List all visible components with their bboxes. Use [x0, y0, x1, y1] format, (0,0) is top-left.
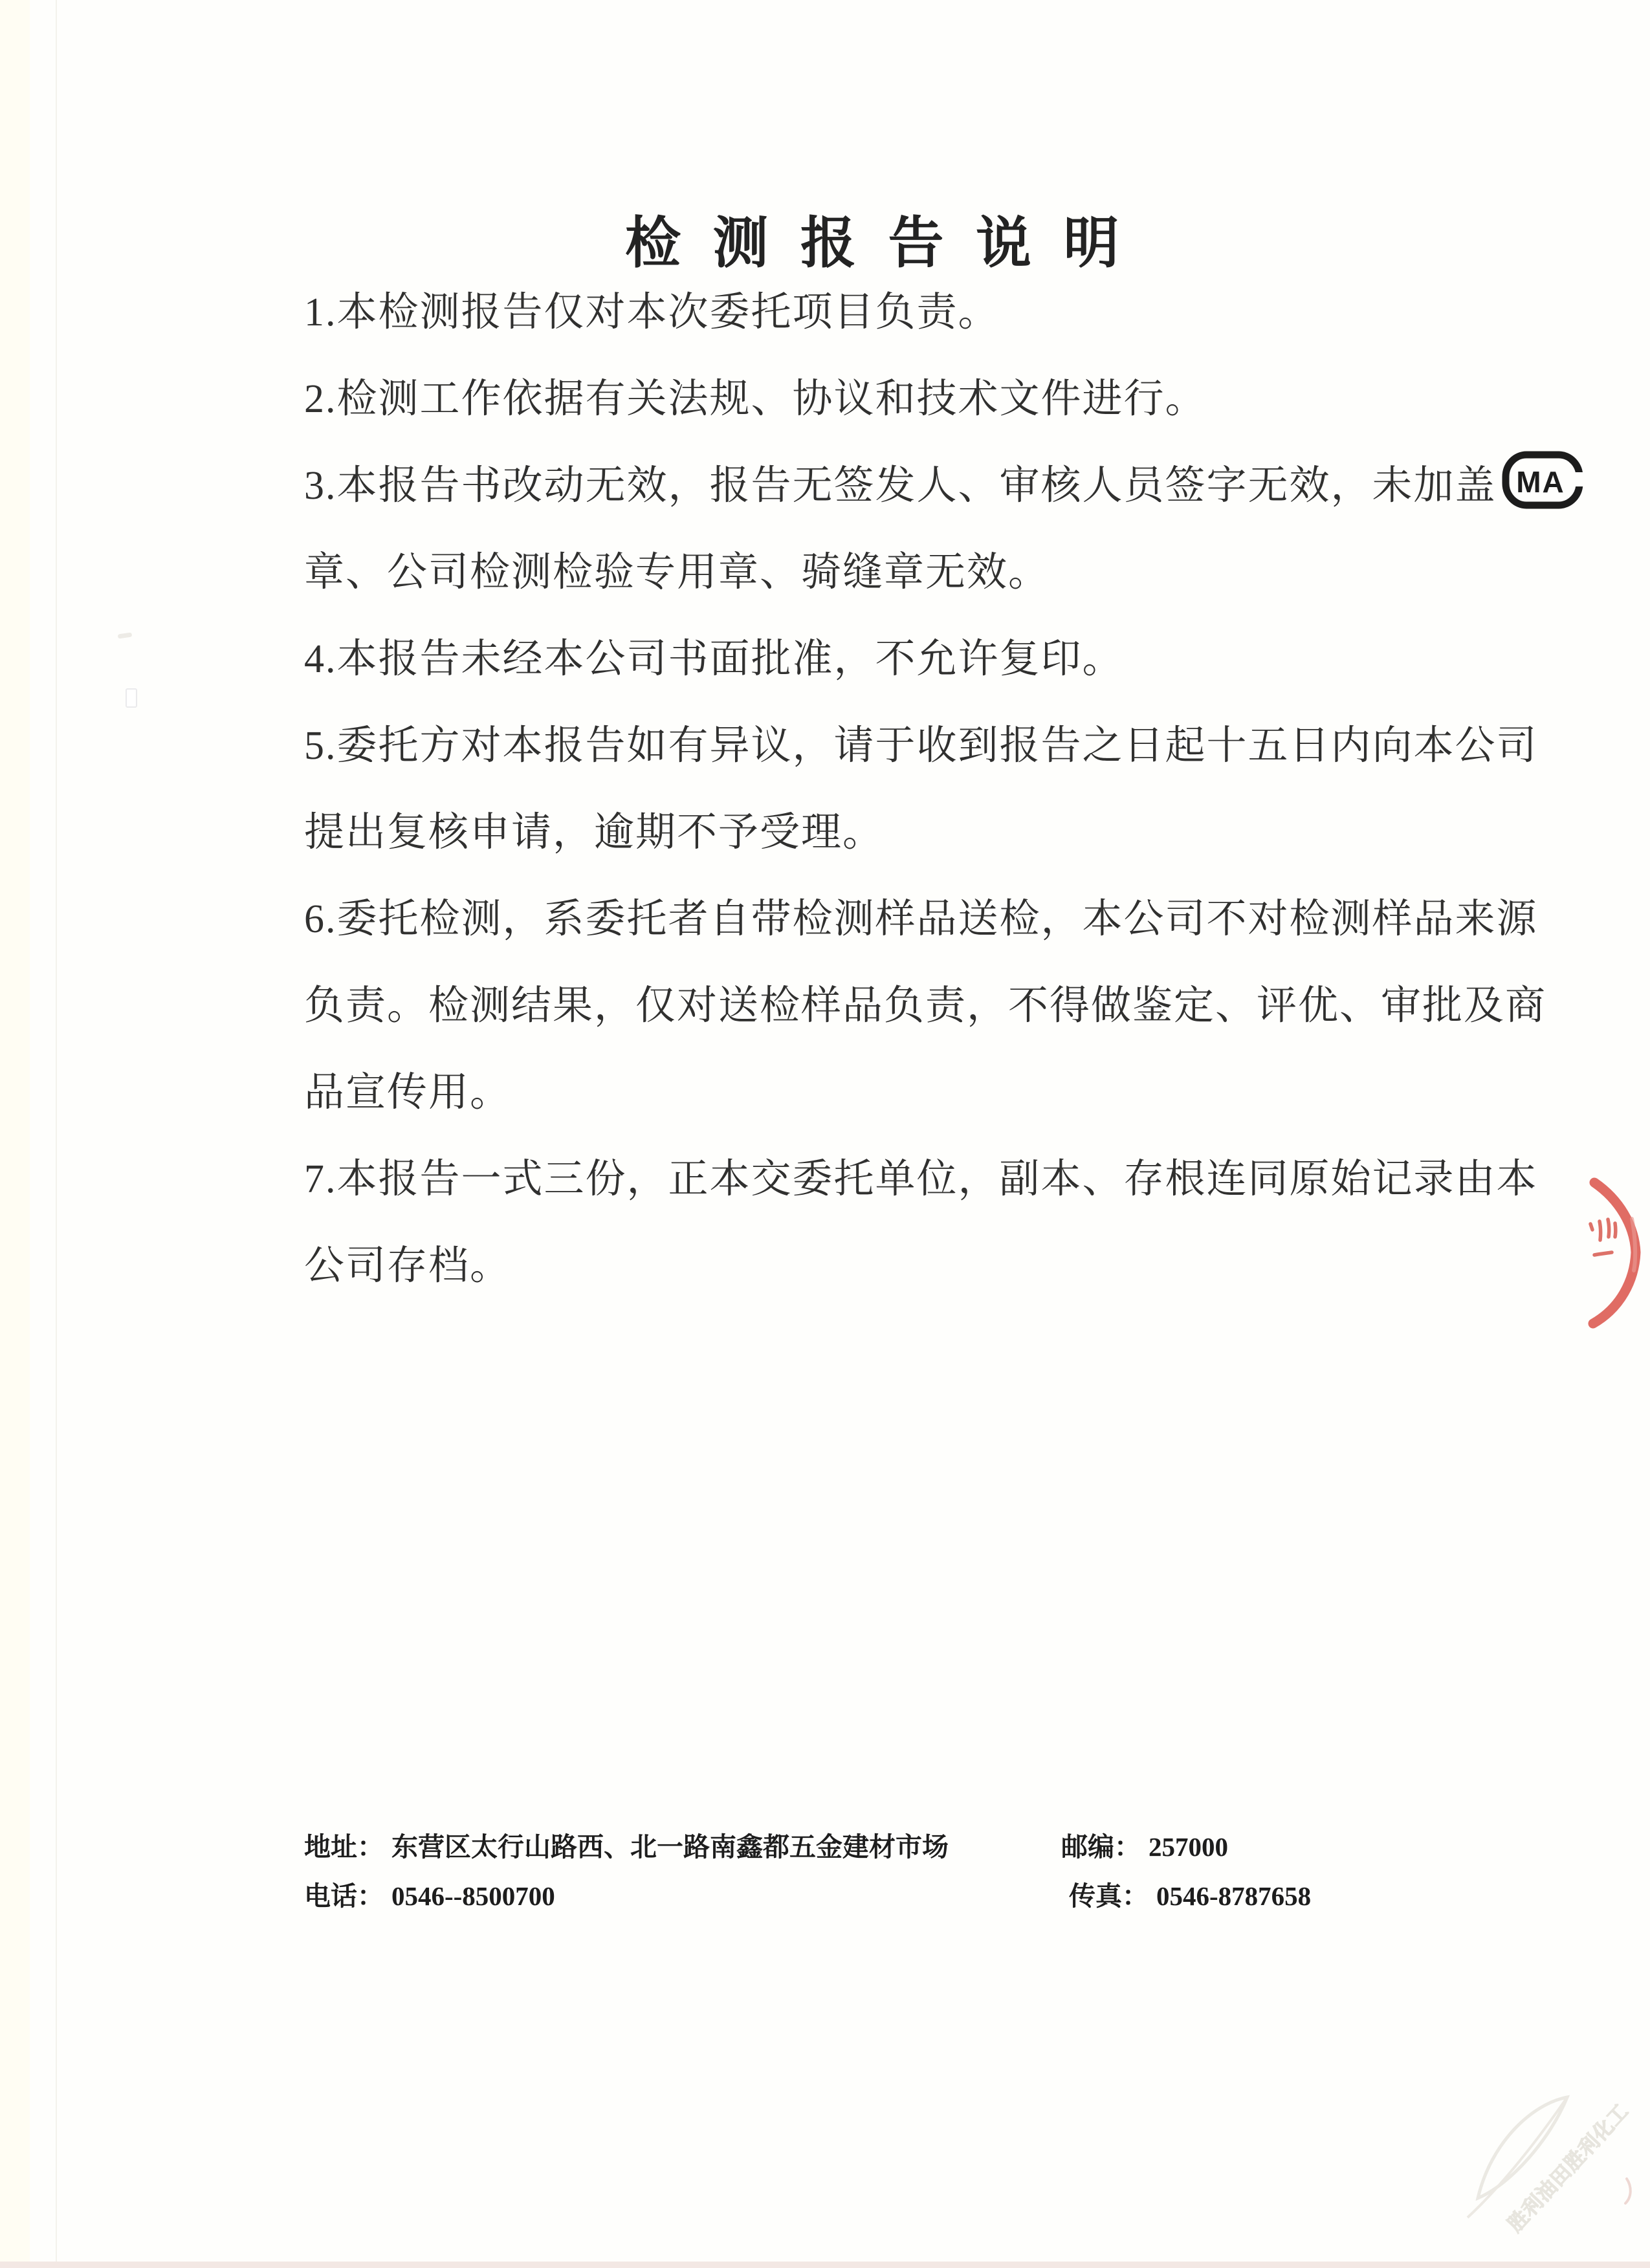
footer-postcode — [1061, 1826, 1228, 1864]
clause-6-line-1: 6.委托检测，系委托者自带检测样品送检，本公司不对检测样品来源 — [304, 897, 1538, 941]
seal-character-strokes — [1590, 1219, 1616, 1255]
report-notes — [304, 269, 1572, 1309]
footer-fax — [1069, 1875, 1311, 1913]
clause-7-line-1: 7.本报告一式三份，正本交委托单位，副本、存根连同原始记录由本 — [304, 1157, 1538, 1201]
clause-4: 4.本报告未经本公司书面批准，不允许复印。 — [304, 637, 1124, 681]
postcode-value: 257000 — [1149, 1832, 1228, 1862]
clause-5-line-1: 5.委托方对本报告如有异议，请于收到报告之日起十五日内向本公司 — [304, 724, 1538, 768]
fax-label: 传真： — [1069, 1881, 1149, 1911]
clause-3-line-2: 章、公司检测检验专用章、骑缝章无效。 — [304, 551, 1050, 594]
watermark-text: 胜利油田胜利化工 — [1503, 2099, 1633, 2236]
footer-phone — [304, 1875, 555, 1913]
clause-3-text: 3.本报告书改动无效，报告无签发人、审核人员签字无效，未加盖 — [304, 464, 1497, 508]
clause-1: 1.本检测报告仅对本次委托项目负责。 — [304, 290, 1000, 334]
footer-address — [304, 1826, 949, 1864]
cma-accreditation-icon — [1502, 451, 1583, 509]
address-label: 地址： — [304, 1832, 384, 1862]
cma-label: MA — [1515, 465, 1565, 499]
scan-fold-line — [56, 0, 57, 2268]
scan-edge-strip — [0, 0, 30, 2268]
page-title: 检 测 报 告 说 明 — [625, 212, 1128, 274]
fax-value: 0546-8787658 — [1156, 1881, 1312, 1911]
phone-label: 电话： — [304, 1881, 384, 1911]
clause-6-line-2: 负责。检测结果，仅对送检样品负责，不得做鉴定、评优、审批及商 — [304, 984, 1547, 1028]
scan-bottom-edge — [0, 2262, 1650, 2268]
clause-3-line-1 — [304, 442, 1572, 529]
clause-7-line-2: 公司存档。 — [304, 1244, 512, 1288]
postcode-label: 邮编： — [1061, 1832, 1141, 1862]
red-seal-stamp — [1571, 1163, 1650, 1338]
clause-2: 2.检测工作依据有关法规、协议和技术文件进行。 — [304, 377, 1207, 421]
address-value: 东营区太行山路西、北一路南鑫都五金建材市场 — [391, 1832, 949, 1862]
clause-5-line-2: 提出复核申请，逾期不予受理。 — [304, 811, 885, 855]
scan-speck — [118, 633, 133, 639]
clause-6-line-3: 品宣传用。 — [304, 1071, 512, 1115]
scan-speck — [126, 688, 137, 708]
faint-seal-fragment — [1610, 2176, 1637, 2207]
phone-value: 0546--8500700 — [391, 1881, 555, 1911]
